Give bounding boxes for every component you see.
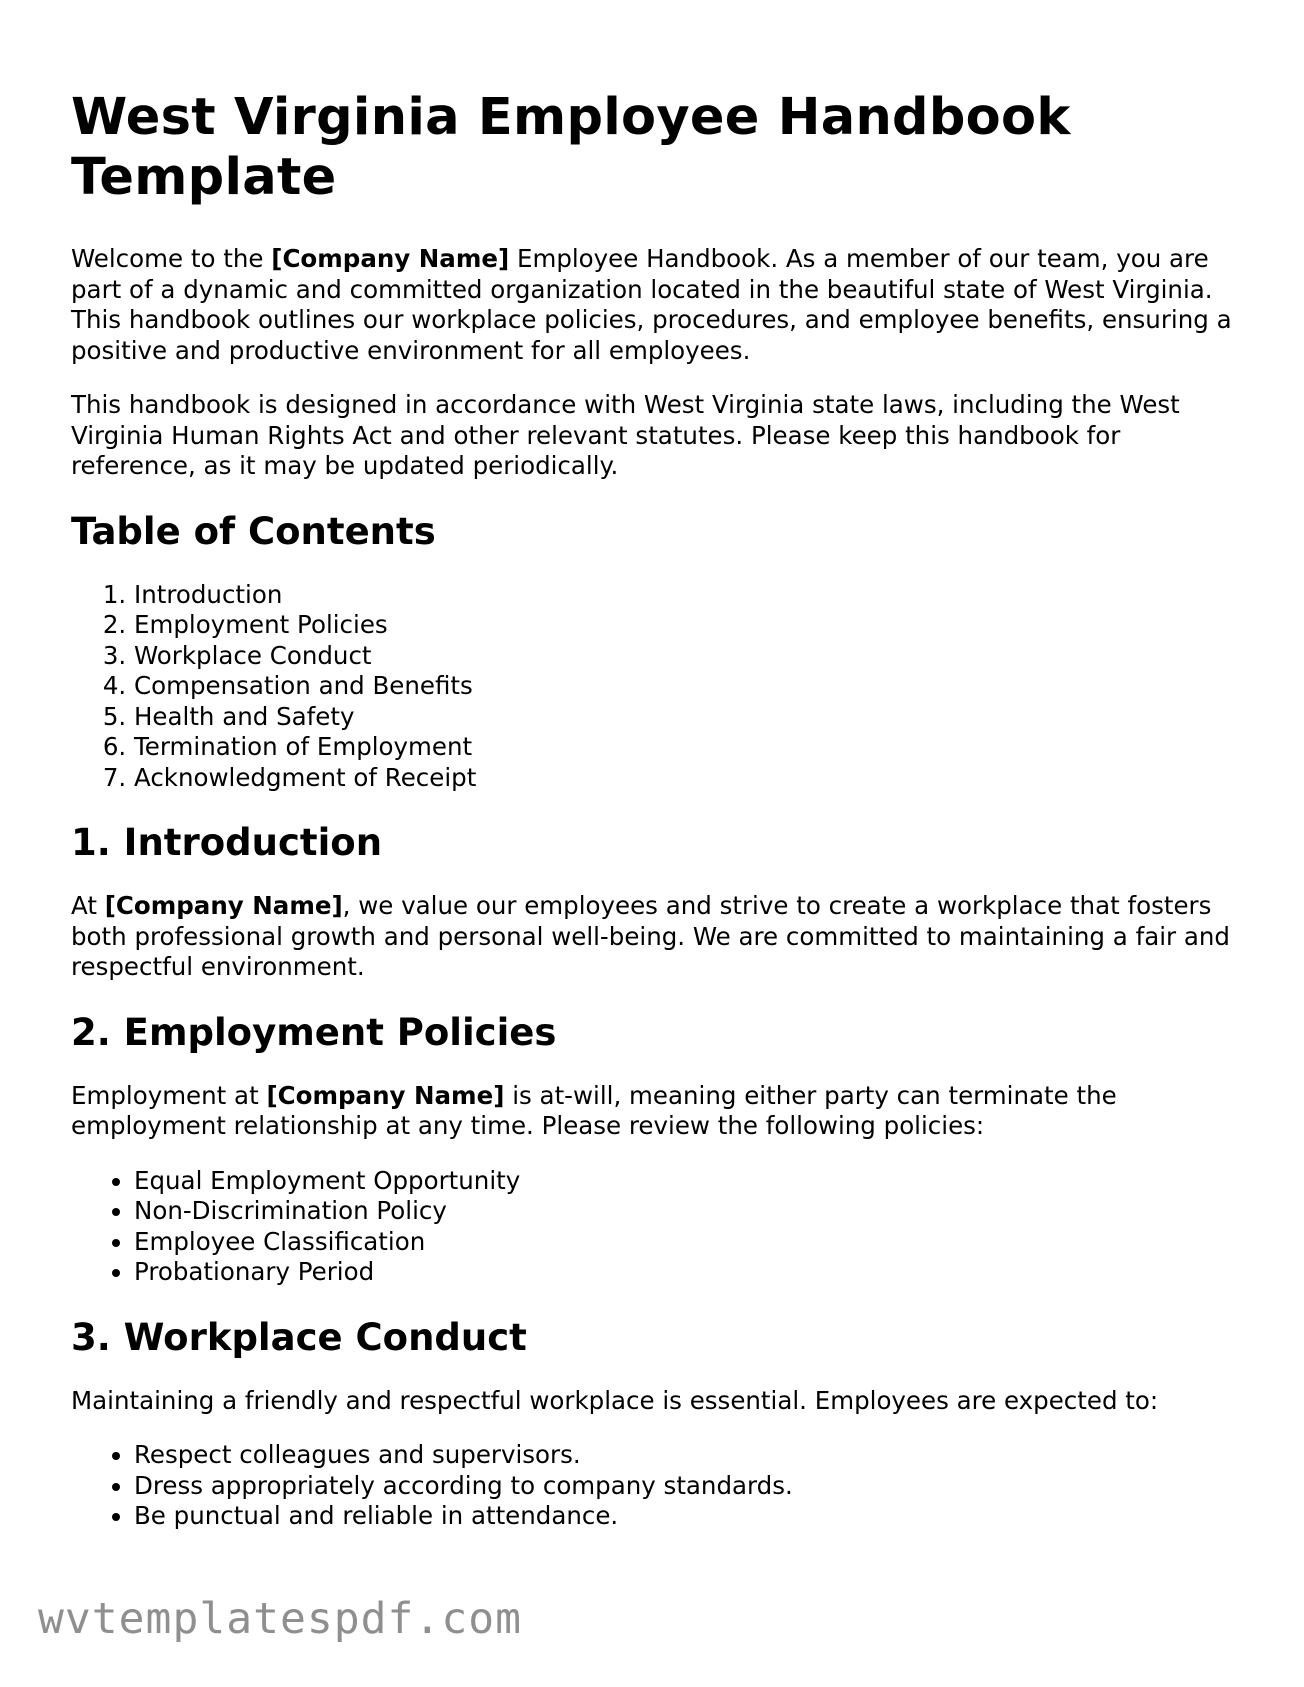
document-page bbox=[71, 88, 1241, 1562]
watermark: wvtemplatespdf.com bbox=[38, 1594, 522, 1644]
intro-text-after: Employee Handbook. As a member of our team, you are part of a dynamic and committed organization located in the beautiful state of West Virginia. This handbook outlines our workplace policies, procedures, and employee benefits, ensuring a positive and productive environment for all employees. bbox=[71, 244, 1232, 365]
list-item: • Employee Classification bbox=[134, 1227, 1241, 1258]
toc-item: 6. Termination of Employment bbox=[134, 732, 1241, 763]
company-name-placeholder: [Company Name] bbox=[271, 244, 510, 273]
toc-item: 3. Workplace Conduct bbox=[134, 641, 1241, 672]
section-1-text-after: , we value our employees and strive to create a workplace that fosters both professional growth and personal well-being. We are committed to maintaining a fair and respectful environment. bbox=[71, 891, 1230, 981]
intro-paragraph-2: This handbook is designed in accordance with West Virginia state laws, including the West Virginia Human Rights Act and other relevant statutes. Please keep this handbook for reference, as it may be updated periodically. bbox=[71, 390, 1180, 480]
toc-item: 7. Acknowledgment of Receipt bbox=[134, 763, 1241, 794]
toc-item: 1. Introduction bbox=[134, 580, 1241, 611]
toc-item: 5. Health and Safety bbox=[134, 702, 1241, 733]
list-item: • Non-Discrimination Policy bbox=[134, 1196, 1241, 1227]
company-name-placeholder: [Company Name] bbox=[266, 1080, 505, 1110]
list-item: • Dress appropriately according to company standards. bbox=[134, 1471, 1241, 1502]
list-item: • Equal Employment Opportunity bbox=[134, 1166, 1241, 1197]
section-1-heading: 1. Introduction bbox=[71, 821, 383, 864]
section-2-paragraph bbox=[71, 1081, 1241, 1142]
company-name-placeholder: [Company Name] bbox=[104, 891, 343, 920]
toc-item: 2. Employment Policies bbox=[134, 610, 1241, 641]
document-title: West Virginia Employee Handbook Template bbox=[71, 88, 1071, 207]
intro-paragraph-1 bbox=[71, 244, 1241, 366]
section-1-text-before: At bbox=[71, 891, 105, 920]
toc-item: 4. Compensation and Benefits bbox=[134, 671, 1241, 702]
section-2-policy-list bbox=[71, 1166, 1241, 1288]
list-item: • Probationary Period bbox=[134, 1257, 1241, 1288]
toc-list bbox=[71, 580, 1241, 794]
section-3-conduct-list bbox=[71, 1440, 1241, 1532]
section-2-heading: 2. Employment Policies bbox=[71, 1010, 557, 1054]
section-2-text-after: is at-will, meaning either party can terminate the employment relationship at any time. Please review the following policies: bbox=[71, 1080, 1117, 1140]
section-3-paragraph: Maintaining a friendly and respectful workplace is essential. Employees are expected to: bbox=[71, 1385, 1159, 1415]
list-item: • Be punctual and reliable in attendance. bbox=[134, 1501, 1241, 1532]
toc-heading: Table of Contents bbox=[71, 509, 436, 553]
intro-text-before: Welcome to the bbox=[71, 244, 272, 273]
list-item: • Respect colleagues and supervisors. bbox=[134, 1440, 1241, 1471]
section-3-heading: 3. Workplace Conduct bbox=[71, 1315, 527, 1359]
section-1-paragraph bbox=[71, 891, 1241, 983]
section-2-text-before: Employment at bbox=[71, 1080, 267, 1110]
